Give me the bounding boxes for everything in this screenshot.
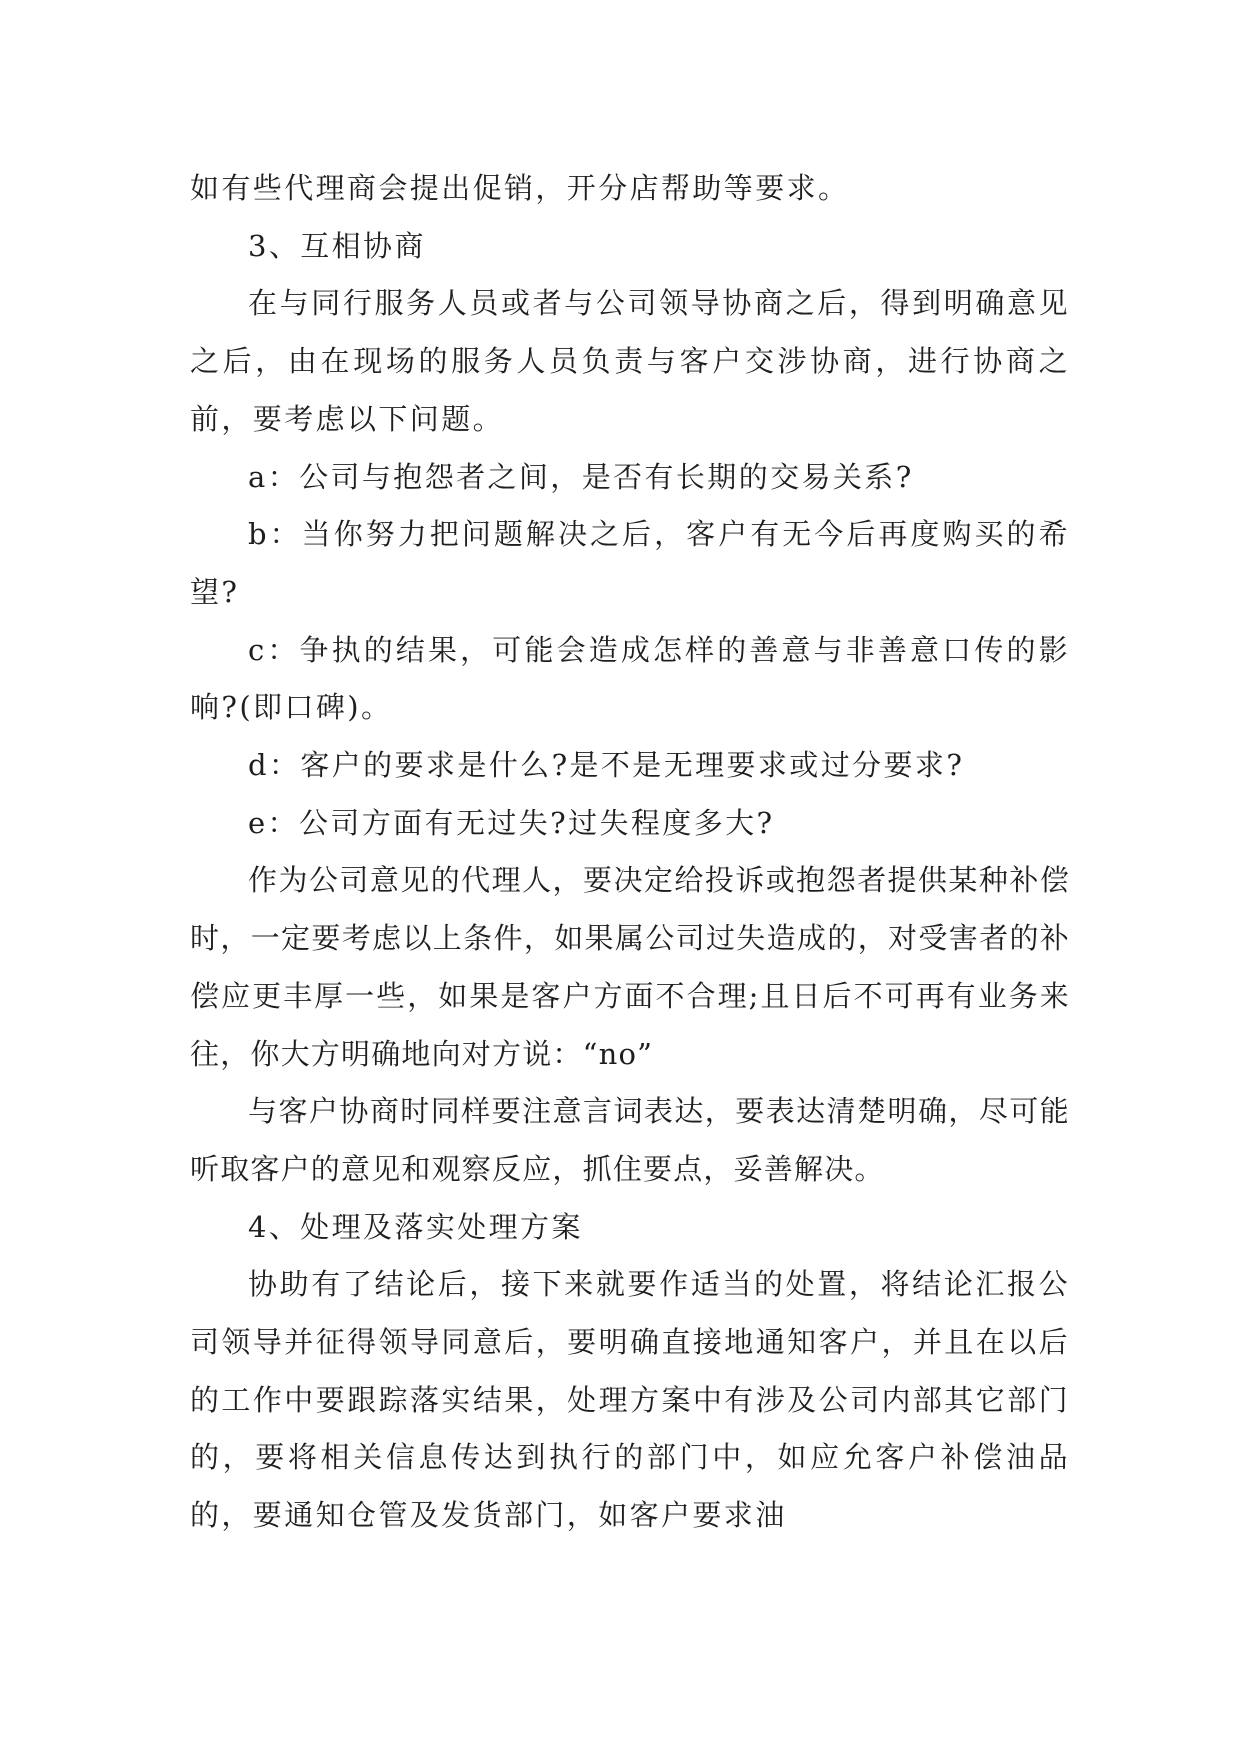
document-body (190, 160, 1070, 1545)
paragraph-negotiation-intro: 在与同行服务人员或者与公司领导协商之后，得到明确意见之后，由在现场的服务人员负责与客户交涉协商，进行协商之前，要考虑以下问题。 (190, 286, 1070, 436)
section-heading-handling: 4、处理及落实处理方案 (248, 1209, 583, 1244)
list-item-d: d：客户的要求是什么?是不是无理要求或过分要求? (248, 748, 965, 783)
paragraph-compensation: 作为公司意见的代理人，要决定给投诉或抱怨者提供某种补偿时，一定要考虑以上条件，如果属公司过失造成的，对受害者的补偿应更丰厚一些，如果是客户方面不合理;且日后不可再有业务来往，你大方明确地向对方说：“no” (190, 863, 1070, 1071)
paragraph-expression: 与客户协商时同样要注意言词表达，要表达清楚明确，尽可能听取客户的意见和观察反应，抓住要点，妥善解决。 (190, 1094, 1070, 1186)
list-item-b: b：当你努力把问题解决之后，客户有无今后再度购买的希望? (190, 517, 1070, 609)
section-heading-negotiate: 3、互相协商 (248, 228, 426, 263)
list-item-e: e：公司方面有无过失?过失程度多大? (248, 805, 775, 840)
list-item-c: c：争执的结果，可能会造成怎样的善意与非善意口传的影响?(即口碑)。 (190, 632, 1070, 725)
list-item-a: a：公司与抱怨者之间，是否有长期的交易关系? (248, 459, 914, 494)
paragraph-continuation: 如有些代理商会提出促销，开分店帮助等要求。 (190, 171, 850, 205)
paragraph-handling-plan: 协助有了结论后，接下来就要作适当的处置，将结论汇报公司领导并征得领导同意后，要明确直接地通知客户，并且在以后的工作中要跟踪落实结果，处理方案中有涉及公司内部其它部门的，要将相关信息传达到执行的部门中，如应允客户补偿油品的，要通知仓管及发货部门，如客户要求油 (190, 1267, 1070, 1533)
